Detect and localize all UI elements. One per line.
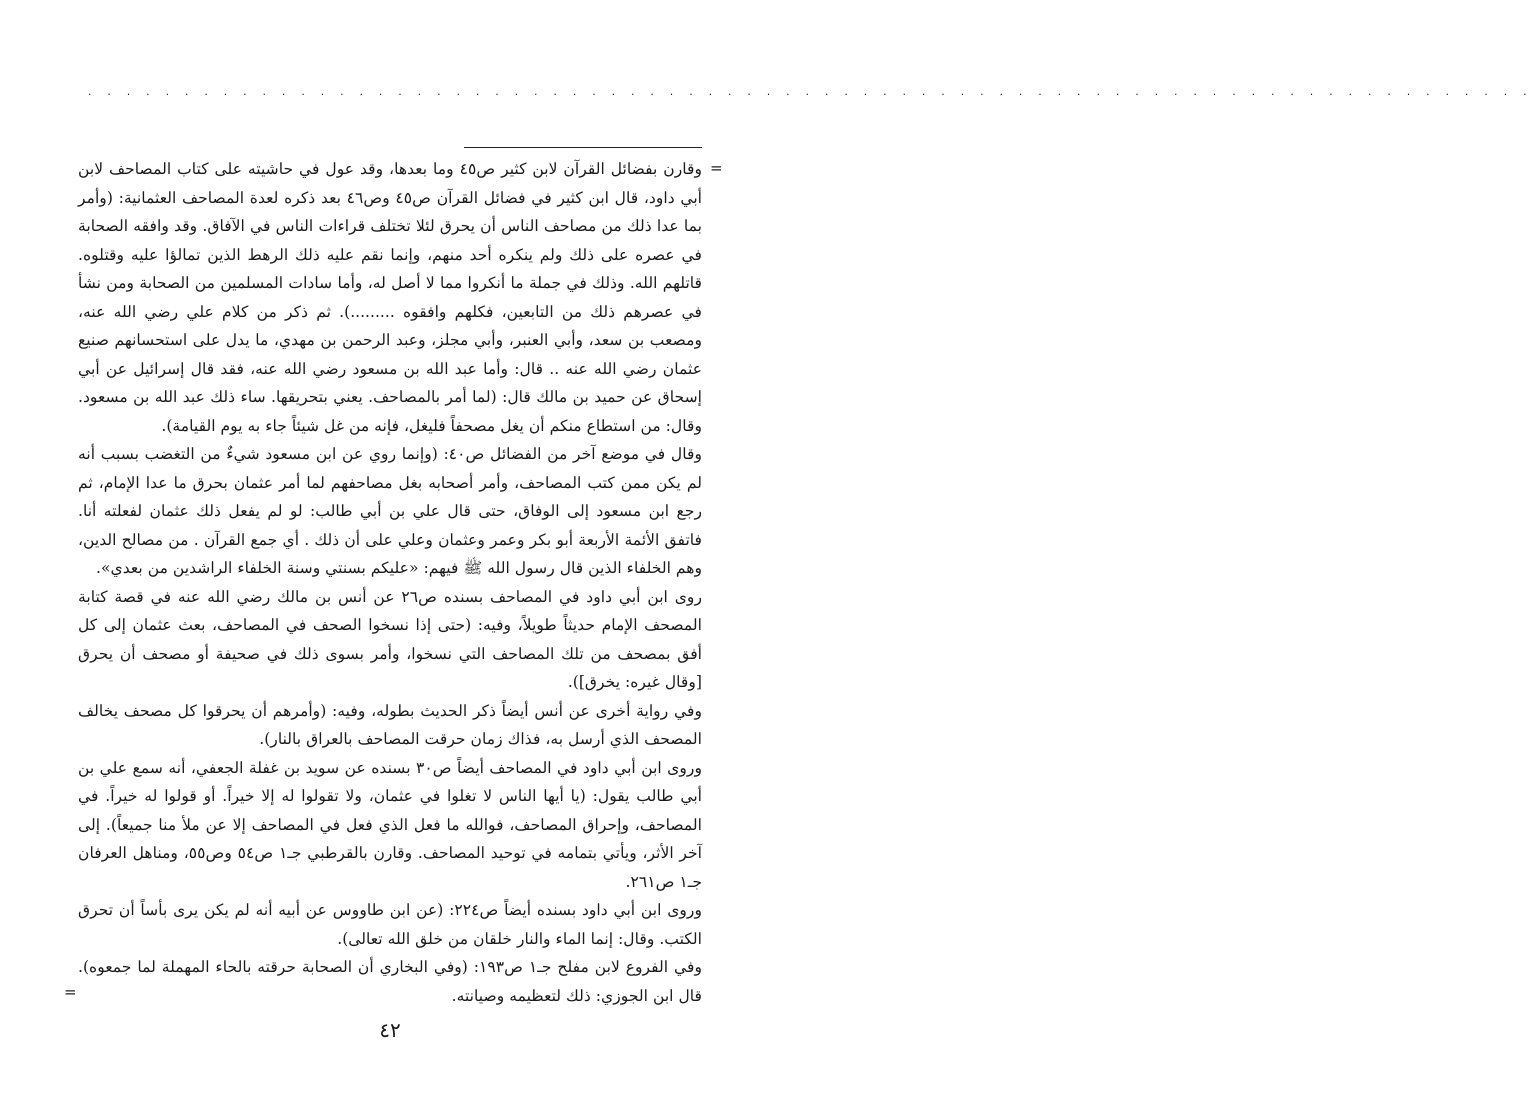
page-number: ٤٢ (379, 1018, 401, 1042)
paragraph: وفي رواية أخرى عن أنس أيضاً ذكر الحديث بطوله، وفيه: (وأمرهم أن يحرقوا كل مصحف يخالف المصحف الذي أرسل به، فذاك زمان حرقت المصاحف بالعراق بالنار). (78, 701, 702, 748)
continuation-marker-top: = (710, 159, 723, 177)
paragraph: وروى ابن أبي داود بسنده أيضاً ص٢٢٤: (عن ابن طاووس عن أبيه أنه لم يكن يرى بأساً أن تحرق الكتب. وقال: إنما الماء والنار خلقان من خلق الله تعالى). (78, 901, 702, 948)
paragraph: وقال في موضع آخر من الفضائل ص٤٠: (وإنما روي عن ابن مسعود شيءٌ من التغضب بسبب أنه لم يكن ممن كتب المصاحف، وأمر أصحابه بغل مصاحفهم لما أمر عثمان بحرق ما عدا الإمام، ثم رجع ابن مسعود إلى الوفاق، حتى قال علي بن أبي طالب: لو لم يفعل ذلك عثمان لفعلته أنا. فاتفق الأئمة الأربعة أبو بكر وعمر وعثمان وعلي على أن ذلك . أي جمع القرآن . من مصالح الدين، وهم الخلفاء الذين قال رسول الله ﷺ فيهم: «عليكم بسنتي وسنة الخلفاء الراشدين من بعدي». (78, 445, 702, 577)
paragraph: وروى ابن أبي داود في المصاحف أيضاً ص٣٠ بسنده عن سويد بن غفلة الجعفي، أنه سمع علي بن أبي طالب يقول: (يا أيها الناس لا تغلوا في عثمان، ولا تقولوا له إلا خيراً. أو قولوا له خيراً. في المصاحف، وإحراق المصاحف، فوالله ما فعل الذي فعل في المصاحف إلا عن ملأ منا جميعاً). إلى آخر الأثر، ويأتي بتمامه في توحيد المصاحف. وقارن بالقرطبي جـ١ ص٥٤ وص٥٥، ومناهل العرفان جـ١ ص٢٦١. (78, 758, 702, 891)
paragraph: روى ابن أبي داود في المصاحف بسنده ص٢٦ عن أنس بن مالك رضي الله عنه في قصة كتابة المصحف الإمام حديثاً طويلاً، وفيه: (حتى إذا نسخوا الصحف في المصاحف، بعث عثمان إلى كل أفق بمصحف من تلك المصاحف التي نسخوا، وأمر بسوى ذلك في صحيفة أو مصحف أن يحرق [وقال غيره: يخرق]). (78, 587, 702, 691)
paragraph: وفي الفروع لابن مفلح جـ١ ص١٩٣: (وفي البخاري أن الصحابة حرقته بالحاء المهملة لما جمعوه). قال ابن الجوزي: ذلك لتعظيمه وصيانته. (78, 958, 702, 1005)
footnote-rule (464, 147, 702, 148)
paragraph: وقارن بفضائل القرآن لابن كثير ص٤٥ وما بعدها، وقد عول في حاشيته على كتاب المصاحف لابن أبي داود، قال ابن كثير في فضائل القرآن ص٤٥ وص٤٦ بعد ذكره لعدة المصاحف العثمانية: (وأمر بما عدا ذلك من مصاحف الناس أن يحرق لئلا تختلف قراءات الناس في الآفاق. وقد وافقه الصحابة في عصره على ذلك ولم ينكره أحد منهم، وإنما نقم عليه ذلك الرهط الذين تمالؤا عليه وقتلوه. قاتلهم الله. وذلك في جملة ما أنكروا مما لا أصل له، وأما سادات المسلمين من الصحابة ومن نشأ في عصرهم ذلك من التابعين، فكلهم وافقوه .........). ثم ذكر من كلام علي رضي الله عنه، ومصعب بن سعد، وأبي العنبر، وأبي مجلز، وعبد الرحمن بن مهدي، ما يدل على استحسانهم صنيع عثمان رضي الله عنه .. قال: وأما عبد الله بن مسعود رضي الله عنه، فقد قال إسرائيل عن أبي إسحاق عن حميد بن مالك قال: (لما أمر بالمصاحف. يعني بتحريقها. ساء ذلك عبد الله بن مسعود. وقال: من استطاع منكم أن يغل مصحفاً فليغل، فإنه من غل شيئاً جاء به يوم القيامة). (78, 160, 702, 435)
footnote-text (78, 155, 702, 1010)
dotted-separator: . . . . . . . . . . . . . . . . . . . . . . . . . . . . . . . . . . . . . . . . . . . . . . . . . . . . . . . . . . . . . . . . . . . . . . . . . . . (88, 85, 1533, 98)
continuation-marker-bottom: = (64, 983, 77, 1001)
